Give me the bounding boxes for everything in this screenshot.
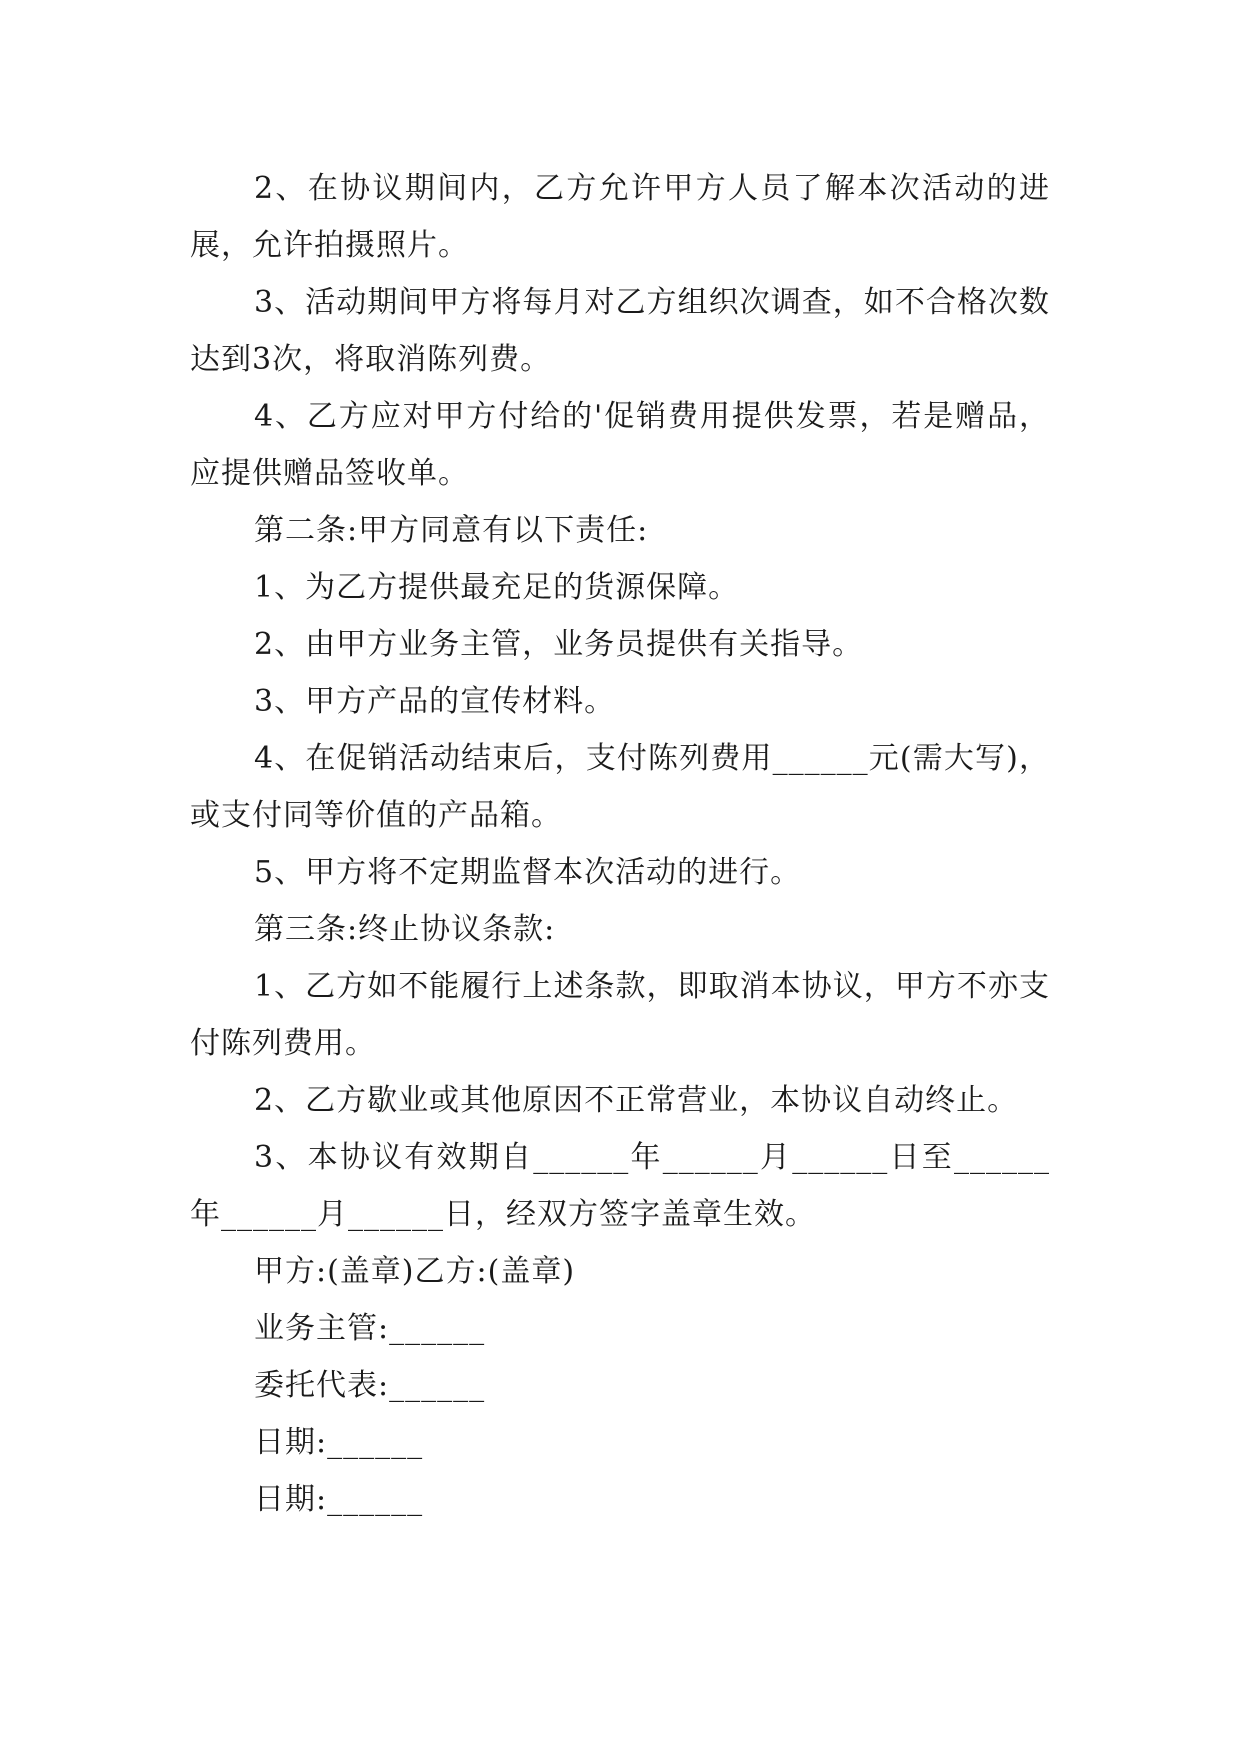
clause-3-item-2: 2、乙方歇业或其他原因不正常营业，本协议自动终止。 [254, 1083, 1019, 1118]
clause-2-item-4: 4、在促销活动结束后，支付陈列费用______元(需大写)，或支付同等价值的产品箱。 [190, 741, 1050, 833]
clause-2-item-3: 3、甲方产品的宣传材料。 [254, 684, 616, 719]
signature-delegate: 委托代表:______ [254, 1368, 486, 1403]
signature-parties: 甲方:(盖章)乙方:(盖章) [254, 1254, 576, 1289]
clause-2-item-1: 1、为乙方提供最充足的货源保障。 [254, 570, 740, 605]
clause-2-item-5: 5、甲方将不定期监督本次活动的进行。 [254, 855, 802, 890]
clause-2-heading: 第二条:甲方同意有以下责任: [254, 513, 649, 548]
clause-1-item-4: 4、乙方应对甲方付给的'促销费用提供发票，若是赠品，应提供赠品签收单。 [190, 399, 1050, 491]
signature-date-2: 日期:______ [254, 1482, 424, 1517]
clause-1-item-3: 3、活动期间甲方将每月对乙方组织次调查，如不合格次数达到3次，将取消陈列费。 [190, 285, 1050, 377]
signature-date-1: 日期:______ [254, 1425, 424, 1460]
signature-supervisor: 业务主管:______ [254, 1311, 486, 1346]
clause-3-heading: 第三条:终止协议条款: [254, 912, 556, 947]
clause-2-item-2: 2、由甲方业务主管，业务员提供有关指导。 [254, 627, 864, 662]
clause-3-item-1: 1、乙方如不能履行上述条款，即取消本协议，甲方不亦支付陈列费用。 [190, 969, 1050, 1061]
document-body [190, 160, 1050, 1528]
clause-1-item-2: 2、在协议期间内，乙方允许甲方人员了解本次活动的进展，允许拍摄照片。 [190, 171, 1050, 263]
clause-3-item-3: 3、本协议有效期自______年______月______日至______年______月______日，经双方签字盖章生效。 [190, 1140, 1050, 1232]
